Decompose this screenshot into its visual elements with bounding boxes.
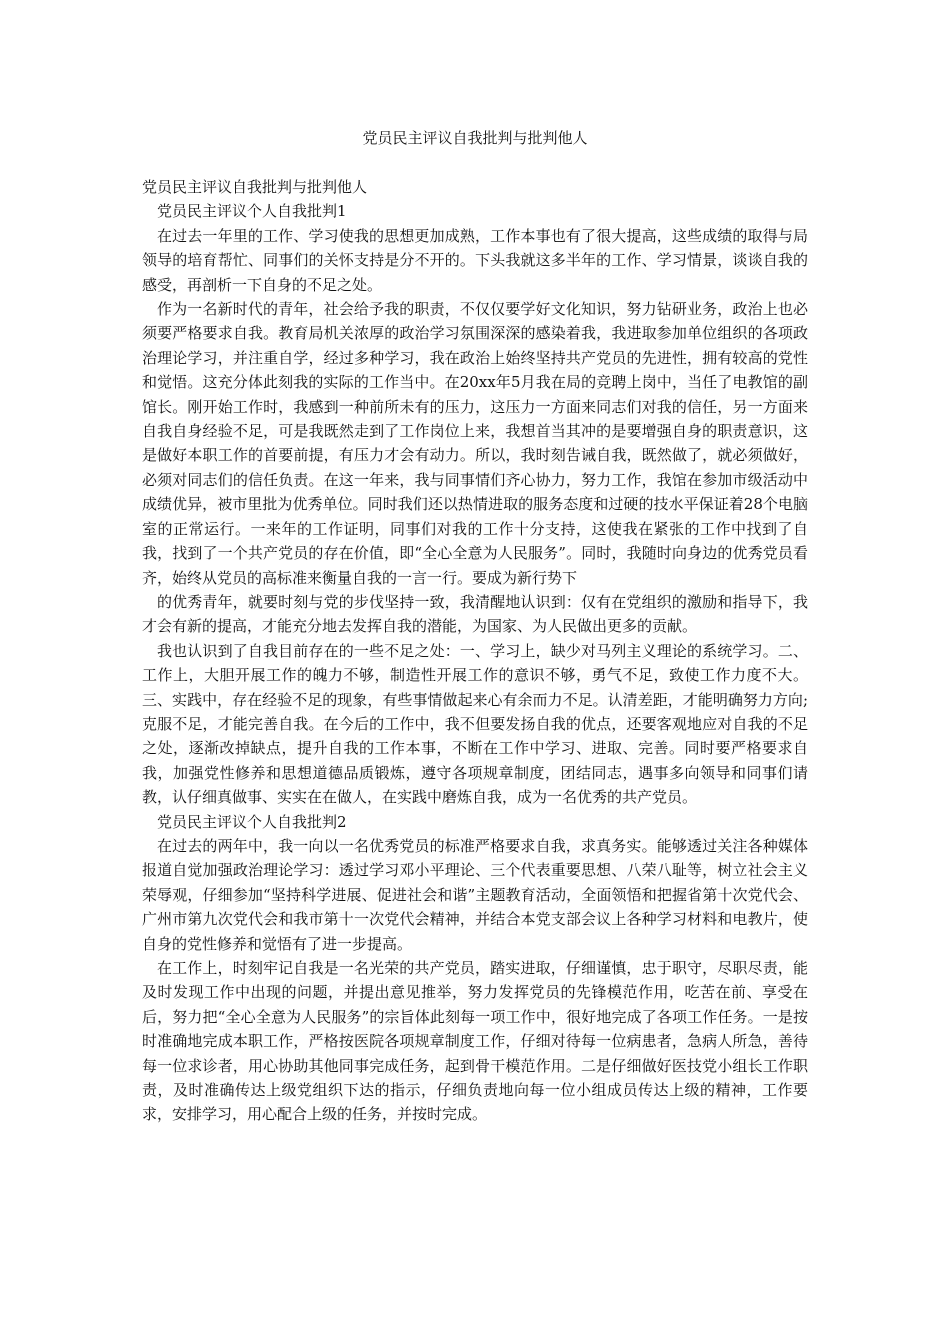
document-body — [142, 175, 808, 1127]
subsection-heading-2: 党员民主评议个人自我批判2 — [157, 812, 347, 831]
document-title: 党员民主评议自我批判与批判他人 — [362, 129, 588, 147]
paragraph: 在工作上，时刻牢记自我是一名光荣的共产党员，踏实进取，仔细谨慎，忠于职守，尽职尽责，能及时发现工作中出现的问题，并提出意见推举，努力发挥党员的先锋模范作用，吃苦在前、享受在后，努力把“全心全意为人民服务”的宗旨体此刻每一项工作中，很好地完成了各项工作任务。一是按时准确地完成本职工作，严格按医院各项规章制度工作，仔细对待每一位病患者，急病人所急，善待每一位求诊者，用心协助其他同事完成任务，起到骨干模范作用。二是仔细做好医技党小组长工作职责，及时准确传达上级党组织下达的指示，仔细负责地向每一位小组成员传达上级的精神，工作要求，安排学习，用心配合上级的任务，并按时完成。 — [142, 959, 808, 1124]
paragraph: 我也认识到了自我目前存在的一些不足之处：一、学习上，缺少对马列主义理论的系统学习。二、工作上，大胆开展工作的魄力不够，制造性开展工作的意识不够，勇气不足，致使工作力度不大。三、实践中，存在经验不足的现象，有些事情做起来心有余而力不足。认清差距，才能明确努力方向;克服不足，才能完善自我。在今后的工作中，我不但要发扬自我的优点，还要客观地应对自我的不足之处，逐渐改掉缺点，提升自我的工作本事，不断在工作中学习、进取、完善。同时要严格要求自我，加强党性修养和思想道德品质锻炼，遵守各项规章制度，团结同志，遇事多向领导和同事们请教，认仔细真做事、实实在在做人，在实践中磨炼自我，成为一名优秀的共产党员。 — [142, 641, 808, 807]
paragraph: 在过去的两年中，我一向以一名优秀党员的标准严格要求自我，求真务实。能够透过关注各种媒体报道自觉加强政治理论学习：透过学习邓小平理论、三个代表重要思想、八荣八耻等，树立社会主义荣辱观，仔细参加“坚持科学进展、促进社会和谐”主题教育活动，全面领悟和把握省第十次党代会、广州市第九次党代会和我市第十一次党代会精神，并结合本党支部会议上各种学习材料和电教片，使自身的党性修养和觉悟有了进一步提高。 — [142, 836, 808, 953]
paragraph: 在过去一年里的工作、学习使我的思想更加成熟，工作本事也有了很大提高，这些成绩的取得与局领导的培育帮忙、同事们的关怀支持是分不开的。下头我就这多半年的工作、学习情景，谈谈自我的感受，再剖析一下自身的不足之处。 — [142, 226, 808, 294]
section-heading: 党员民主评议自我批判与批判他人 — [142, 178, 368, 196]
paragraph: 的优秀青年，就要时刻与党的步伐坚持一致，我清醒地认识到：仅有在党组织的激励和指导下，我才会有新的提高，才能充分地去发挥自我的潜能，为国家、为人民做出更多的贡献。 — [142, 592, 808, 636]
paragraph: 作为一名新时代的青年，社会给予我的职责，不仅仅要学好文化知识，努力钻研业务，政治上也必须要严格要求自我。教育局机关浓厚的政治学习氛围深深的感染着我，我进取参加单位组织的各项政治理论学习，并注重自学，经过多种学习，我在政治上始终坚持共产党员的先进性，拥有较高的党性和觉悟。这充分体此刻我的实际的工作当中。在20xx年5月我在局的竞聘上岗中，当任了电教馆的副馆长。刚开始工作时，我感到一种前所未有的压力，这压力一方面来同志们对我的信任，另一方面来自我自身经验不足，可是我既然走到了工作岗位上来，我想首当其冲的是要增强自身的职责意识，这是做好本职工作的首要前提，有压力才会有动力。所以，我时刻告诫自我，既然做了，就必须做好，必须对同志们的信任负责。在这一年来，我与同事情们齐心协力，努力工作，我馆在参加市级活动中成绩优异，被市里批为优秀单位。同时我们还以热情进取的服务态度和过硬的技水平保证着28个电脑室的正常运行。一来年的工作证明，同事们对我的工作十分支持，这使我在紧张的工作中找到了自我，找到了一个共产党员的存在价值，即“全心全意为人民服务”。同时，我随时向身边的优秀党员看齐，始终从党员的高标准来衡量自我的一言一行。要成为新行势下 — [142, 300, 808, 587]
subsection-heading-1: 党员民主评议个人自我批判1 — [157, 202, 347, 221]
